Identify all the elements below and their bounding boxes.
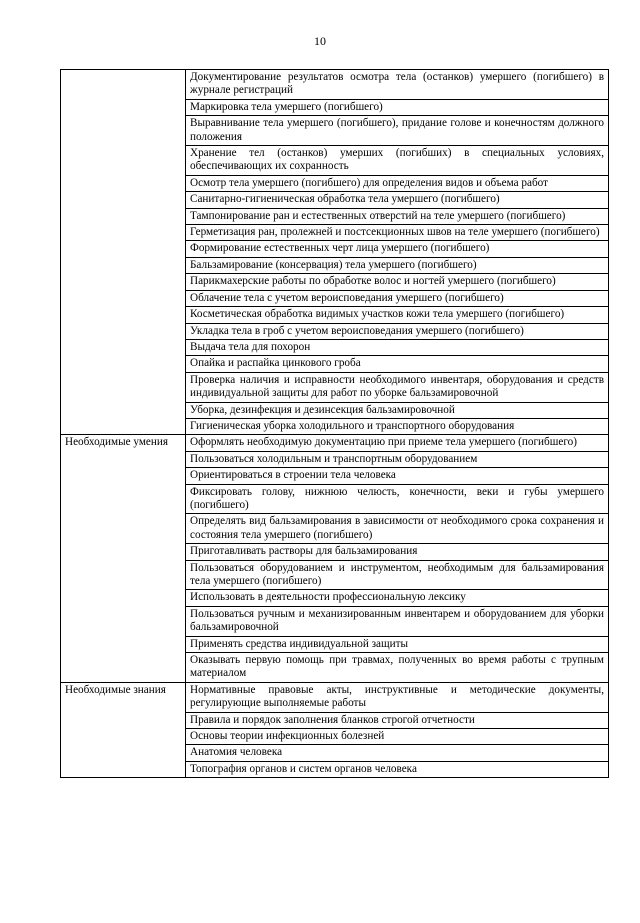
table-row bbox=[61, 70, 609, 100]
section-label bbox=[61, 70, 186, 435]
competency-table bbox=[60, 69, 609, 778]
table-cell-item: Пользоваться оборудованием и инструментом, необходимым для бальзамирования тела умершего (погибшего) bbox=[186, 560, 609, 590]
table-cell-item: Правила и порядок заполнения бланков строгой отчетности bbox=[186, 712, 609, 728]
table-cell-item: Применять средства индивидуальной защиты bbox=[186, 636, 609, 652]
table-cell-item: Ориентироваться в строении тела человека bbox=[186, 468, 609, 484]
table-cell-item: Использовать в деятельности профессиональную лексику bbox=[186, 590, 609, 606]
table-cell-item: Выравнивание тела умершего (погибшего), придание голове и конечностям должного положения bbox=[186, 116, 609, 146]
table-cell-item: Косметическая обработка видимых участков кожи тела умершего (погибшего) bbox=[186, 307, 609, 323]
table-cell-item: Выдача тела для похорон bbox=[186, 339, 609, 355]
table-row bbox=[61, 682, 609, 712]
table-cell-item: Тампонирование ран и естественных отверстий на теле умершего (погибшего) bbox=[186, 208, 609, 224]
table-cell-item: Уборка, дезинфекция и дезинсекция бальзамировочной bbox=[186, 402, 609, 418]
table-cell-item: Проверка наличия и исправности необходимого инвентаря, оборудования и средств индивидуальной защиты для работ по уборке бальзамировочной bbox=[186, 372, 609, 402]
table-cell-item: Оформлять необходимую документацию при приеме тела умершего (погибшего) bbox=[186, 435, 609, 451]
table-cell-item: Топография органов и систем органов человека bbox=[186, 761, 609, 777]
table-cell-item: Основы теории инфекционных болезней bbox=[186, 729, 609, 745]
table-cell-item: Приготавливать растворы для бальзамирования bbox=[186, 544, 609, 560]
table-cell-item: Оказывать первую помощь при травмах, полученных во время работы с трупным материалом bbox=[186, 653, 609, 683]
table-cell-item: Осмотр тела умершего (погибшего) для определения видов и объема работ bbox=[186, 175, 609, 191]
competency-table-body bbox=[61, 70, 609, 778]
table-cell-item: Маркировка тела умершего (погибшего) bbox=[186, 99, 609, 115]
table-cell-item: Бальзамирование (консервация) тела умершего (погибшего) bbox=[186, 257, 609, 273]
table-cell-item: Хранение тел (останков) умерших (погибших) в специальных условиях, обеспечивающих их сохранность bbox=[186, 146, 609, 176]
table-cell-item: Санитарно-гигиеническая обработка тела умершего (погибшего) bbox=[186, 192, 609, 208]
table-cell-item: Нормативные правовые акты, инструктивные и методические документы, регулирующие выполняемые работы bbox=[186, 682, 609, 712]
table-row bbox=[61, 435, 609, 451]
table-cell-item: Облачение тела с учетом вероисповедания умершего (погибшего) bbox=[186, 290, 609, 306]
table-cell-item: Опайка и распайка цинкового гроба bbox=[186, 356, 609, 372]
table-cell-item: Фиксировать голову, нижнюю челюсть, конечности, веки и губы умершего (погибшего) bbox=[186, 484, 609, 514]
table-cell-item: Гигиеническая уборка холодильного и транспортного оборудования bbox=[186, 418, 609, 434]
section-label: Необходимые умения bbox=[61, 435, 186, 683]
section-label: Необходимые знания bbox=[61, 682, 186, 777]
table-cell-item: Анатомия человека bbox=[186, 745, 609, 761]
table-cell-item: Пользоваться холодильным и транспортным оборудованием bbox=[186, 451, 609, 467]
table-cell-item: Пользоваться ручным и механизированным инвентарем и оборудованием для уборки бальзамировочной bbox=[186, 606, 609, 636]
page-number: 10 bbox=[314, 34, 326, 48]
table-cell-item: Укладка тела в гроб с учетом вероисповедания умершего (погибшего) bbox=[186, 323, 609, 339]
table-cell-item: Парикмахерские работы по обработке волос и ногтей умершего (погибшего) bbox=[186, 274, 609, 290]
table-cell-item: Документирование результатов осмотра тела (останков) умершего (погибшего) в журнале регистраций bbox=[186, 70, 609, 100]
table-cell-item: Формирование естественных черт лица умершего (погибшего) bbox=[186, 241, 609, 257]
table-cell-item: Герметизация ран, пролежней и постсекционных швов на теле умершего (погибшего) bbox=[186, 225, 609, 241]
table-cell-item: Определять вид бальзамирования в зависимости от необходимого срока сохранения и состояния тела умершего (погибшего) bbox=[186, 514, 609, 544]
